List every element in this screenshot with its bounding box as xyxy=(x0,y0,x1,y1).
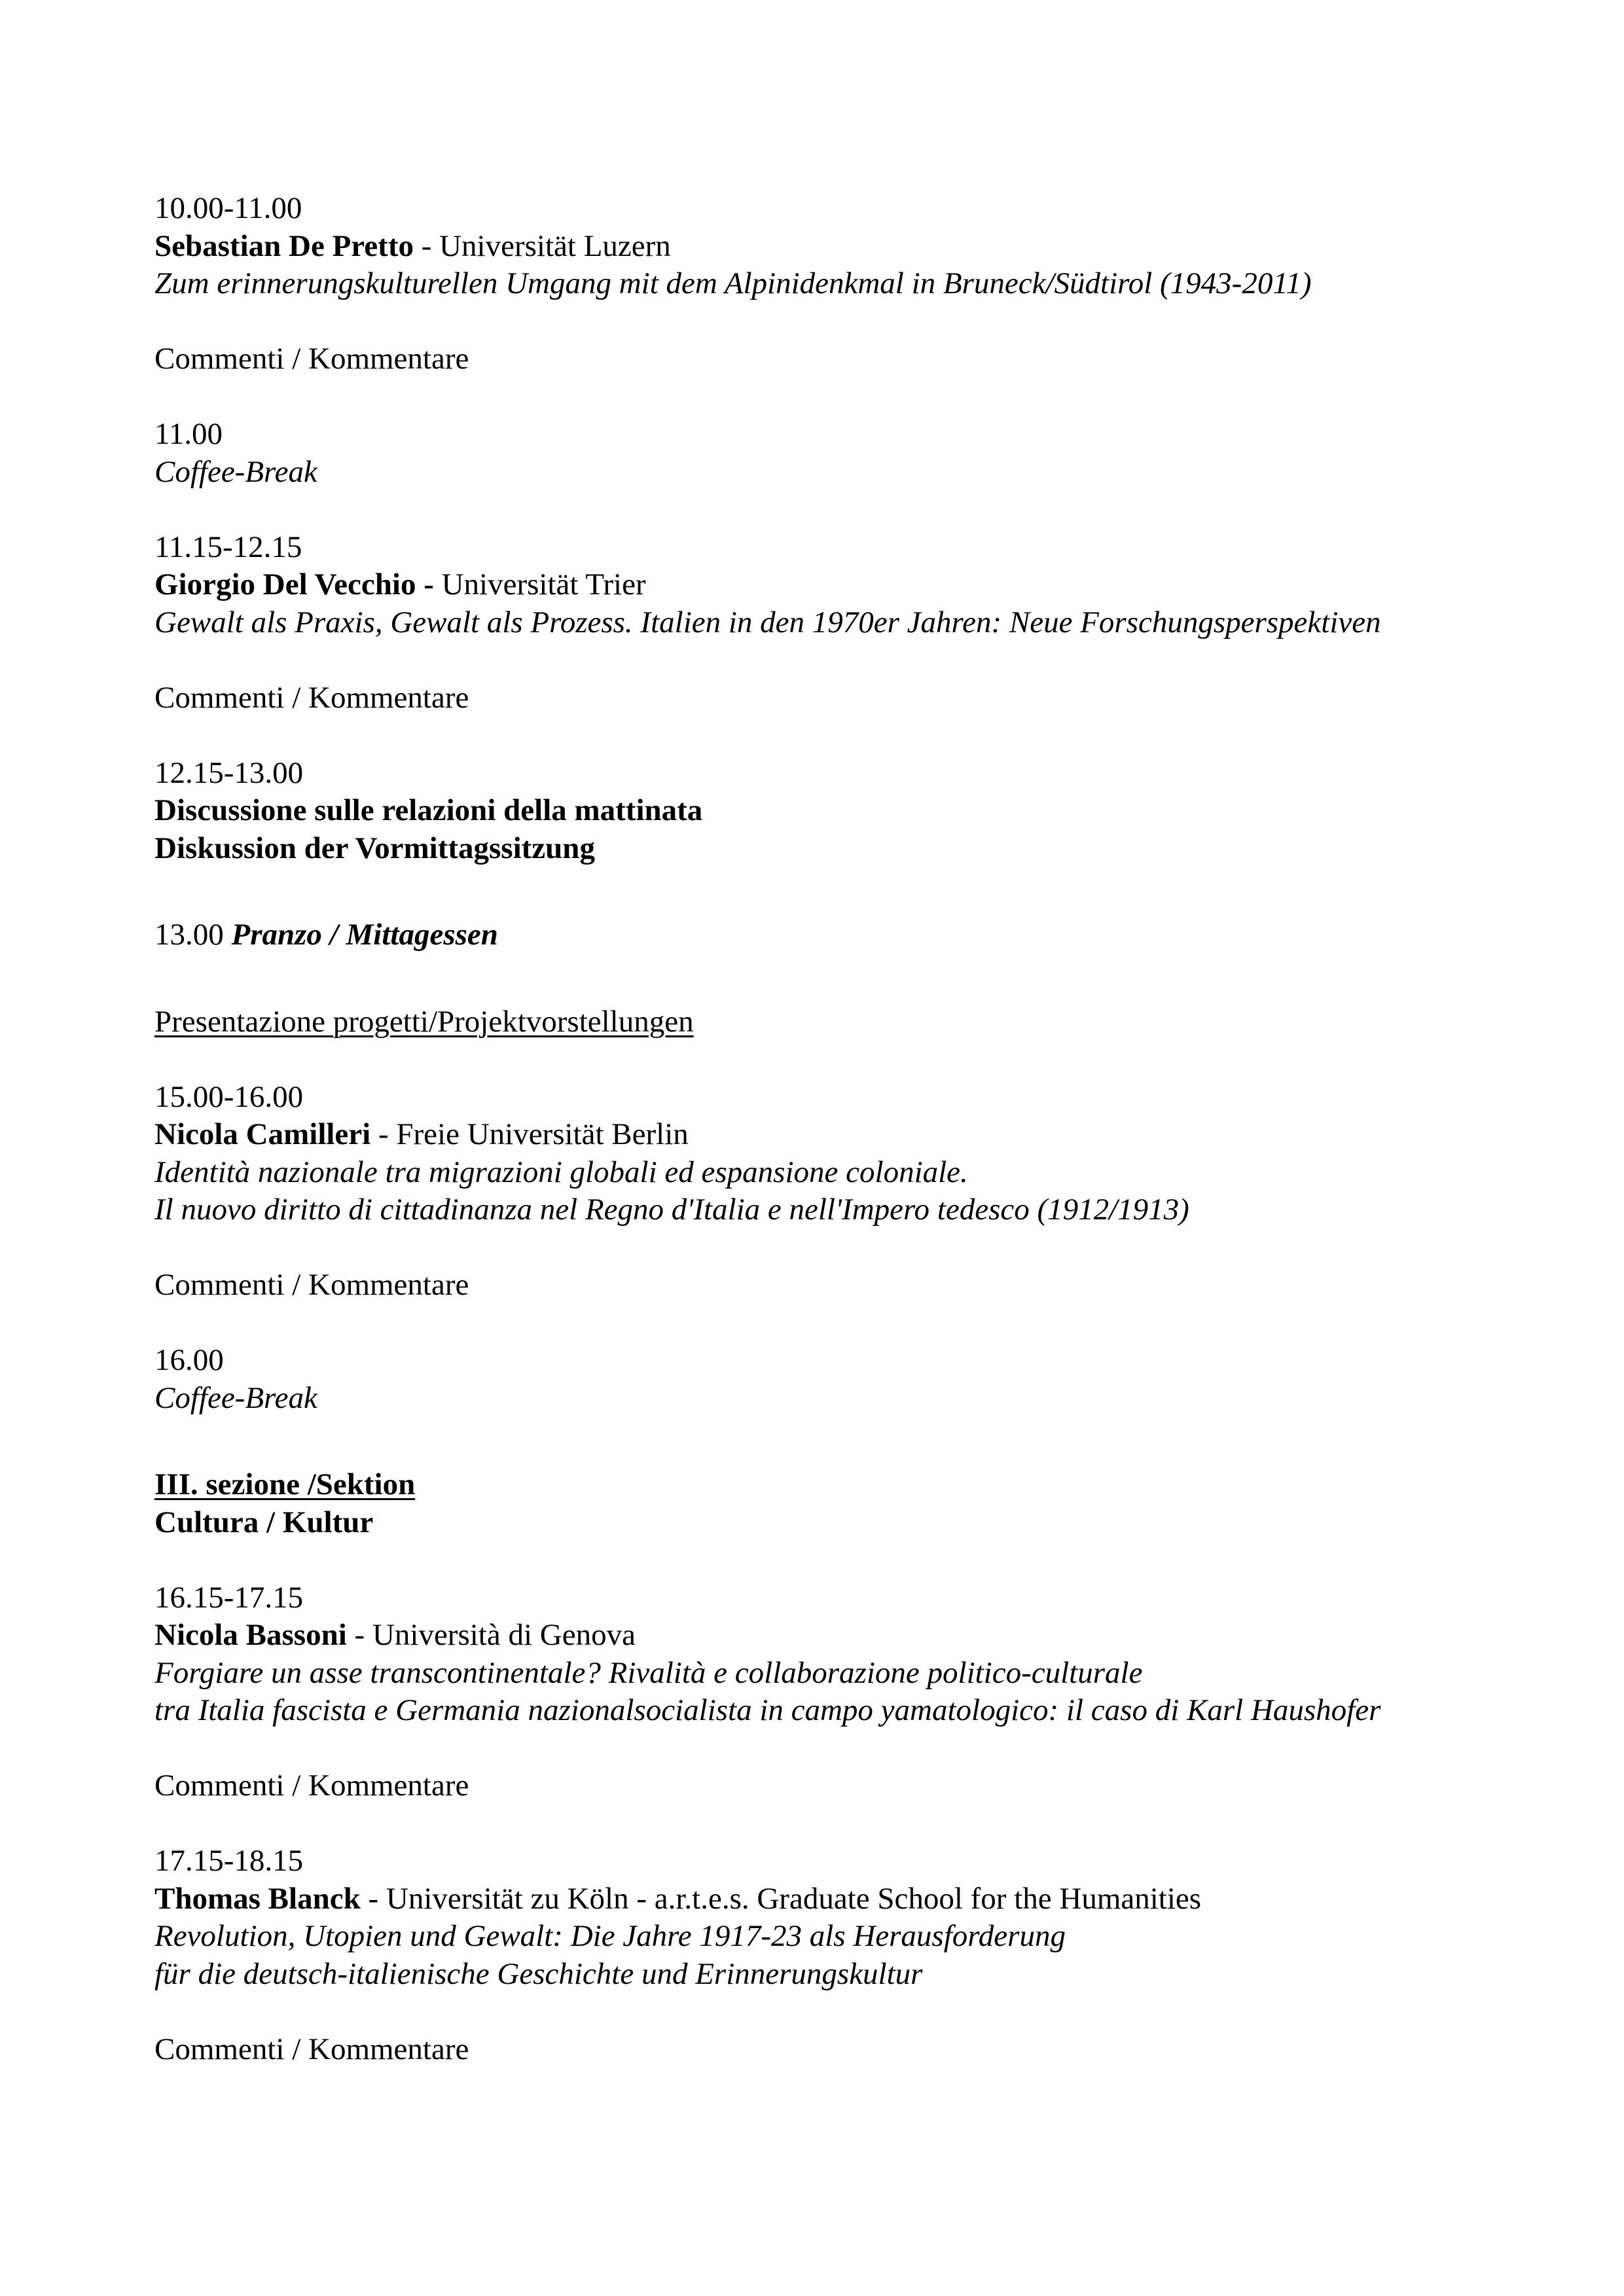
speaker-line xyxy=(154,1880,1529,1918)
break-time: 16.00 xyxy=(154,1343,224,1377)
speaker-name: Nicola Bassoni xyxy=(154,1618,347,1652)
speaker-name: Giorgio Del Vecchio - xyxy=(154,567,434,601)
comments-label: Commenti / Kommentare xyxy=(154,1268,469,1302)
talk-title-line-1: Identità nazionale tra migrazioni globali ed espansione coloniale. xyxy=(154,1155,968,1189)
talk-title-line-1: Revolution, Utopien und Gewalt: Die Jahre 1917-23 als Herausforderung xyxy=(154,1919,1066,1953)
speaker-affiliation: Universität Trier xyxy=(433,567,646,601)
slot-time: 10.00-11.00 xyxy=(154,191,302,225)
lunch-time: 13.00 xyxy=(154,918,232,952)
speaker-affiliation: - Università di Genova xyxy=(346,1618,636,1652)
lunch-line xyxy=(154,916,1529,954)
speaker-line xyxy=(154,566,1529,604)
slot-time: 15.00-16.00 xyxy=(154,1079,304,1114)
program-slot xyxy=(154,1079,1529,1229)
program-slot xyxy=(154,1579,1529,1730)
break-time: 11.00 xyxy=(154,417,223,451)
speaker-affiliation: - Universität Luzern xyxy=(413,228,671,263)
break-label: Coffee-Break xyxy=(154,454,317,489)
talk-title: Zum erinnerungskulturellen Umgang mit dem Alpinidenkmal in Bruneck/Südtirol (1943-2011) xyxy=(154,266,1312,300)
projects-heading: Presentazione progetti/Projektvorstellungen xyxy=(154,1004,694,1039)
talk-title-line-2: tra Italia fascista e Germania nazionalsocialista in campo yamatologico: il caso di Karl Haushofer xyxy=(154,1693,1381,1727)
break-label: Coffee-Break xyxy=(154,1380,317,1415)
discussion-title-de: Diskussion der Vormittagssitzung xyxy=(154,831,595,865)
section-header xyxy=(154,1466,1529,1541)
talk-title-line-2: Il nuovo diritto di cittadinanza nel Regno d'Italia e nell'Impero tedesco (1912/1913) xyxy=(154,1193,1189,1227)
slot-time: 11.15-12.15 xyxy=(154,529,302,564)
program-slot xyxy=(154,529,1529,642)
speaker-line xyxy=(154,228,1529,266)
program-slot xyxy=(154,1842,1529,1993)
comments-label: Commenti / Kommentare xyxy=(154,680,469,715)
coffee-break xyxy=(154,1342,1529,1417)
section-subheading: Cultura / Kultur xyxy=(154,1505,374,1539)
speaker-line xyxy=(154,1617,1529,1655)
discussion-block xyxy=(154,755,1529,868)
lunch-label: Pranzo / Mittagessen xyxy=(231,918,498,952)
section-heading: III. sezione /Sektion xyxy=(154,1467,416,1501)
talk-title: Gewalt als Praxis, Gewalt als Prozess. Italien in den 1970er Jahren: Neue Forschungsperspektiven xyxy=(154,605,1381,639)
comments-label: Commenti / Kommentare xyxy=(154,342,469,376)
discussion-time: 12.15-13.00 xyxy=(154,755,304,790)
program-content xyxy=(154,190,1529,2068)
speaker-name: Nicola Camilleri xyxy=(154,1117,371,1151)
program-slot xyxy=(154,190,1529,303)
speaker-name: Sebastian De Pretto xyxy=(154,228,414,263)
talk-title-line-1: Forgiare un asse transcontinentale? Rivalità e collaborazione politico-culturale xyxy=(154,1655,1143,1690)
speaker-name: Thomas Blanck xyxy=(154,1881,361,1916)
comments-label: Commenti / Kommentare xyxy=(154,1768,469,1803)
speaker-affiliation: - Freie Universität Berlin xyxy=(370,1117,689,1151)
speaker-line xyxy=(154,1116,1529,1154)
slot-time: 16.15-17.15 xyxy=(154,1580,304,1615)
slot-time: 17.15-18.15 xyxy=(154,1844,304,1878)
coffee-break xyxy=(154,416,1529,491)
speaker-affiliation: - Universität zu Köln - a.r.t.e.s. Graduate School for the Humanities xyxy=(360,1881,1202,1916)
comments-label: Commenti / Kommentare xyxy=(154,2032,469,2066)
discussion-title-it: Discussione sulle relazioni della mattinata xyxy=(154,793,703,827)
talk-title-line-2: für die deutsch-italienische Geschichte und Erinnerungskultur xyxy=(154,1956,923,1991)
